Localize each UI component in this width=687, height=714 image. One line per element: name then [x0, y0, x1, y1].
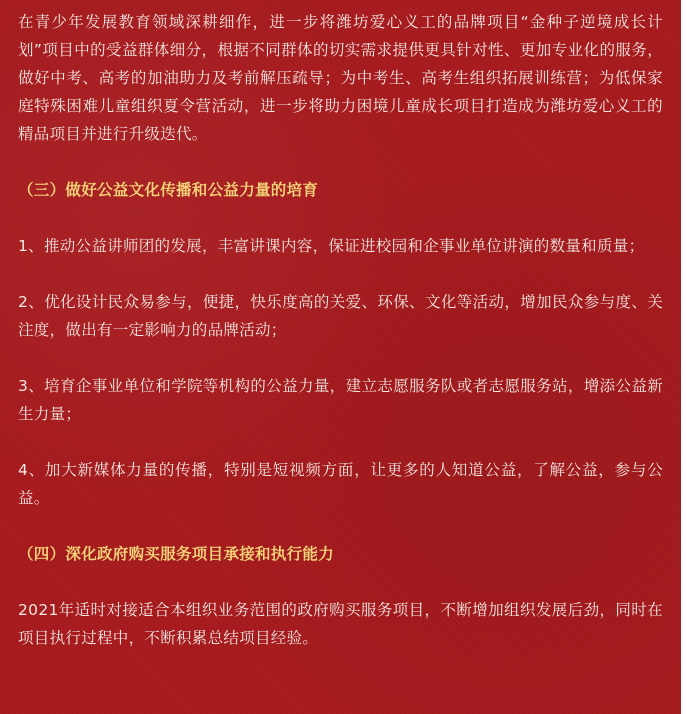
section-3-item: 3、培育企事业单位和学院等机构的公益力量，建立志愿服务队或者志愿服务站，增添公益新生力量； — [18, 377, 663, 423]
section-3-item: 1、推动公益讲师团的发展，丰富讲课内容，保证进校园和企事业单位讲演的数量和质量； — [18, 237, 645, 255]
section-4-heading: （四）深化政府购买服务项目承接和执行能力 — [18, 545, 335, 563]
section-3-heading: （三）做好公益文化传播和公益力量的培育 — [18, 181, 319, 199]
section-4-paragraph: 2021年适时对接适合本组织业务范围的政府购买服务项目，不断增加组织发展后劲，同时在项目执行过程中，不断积累总结项目经验。 — [18, 601, 663, 647]
section-3-item: 2、优化设计民众易参与，便捷，快乐度高的关爱、环保、文化等活动，增加民众参与度、关注度，做出有一定影响力的品牌活动； — [18, 293, 663, 339]
intro-paragraph: 在青少年发展教育领域深耕细作，进一步将潍坊爱心义工的品牌项目“金种子逆境成长计划”项目中的受益群体细分，根据不同群体的切实需求提供更具针对性、更加专业化的服务，做好中考、高考的加油助力及考前解压疏导；为中考生、高考生组织拓展训练营；为低保家庭特殊困难儿童组织夏令营活动，进一步将助力困境儿童成长项目打造成为潍坊爱心义工的精品项目并进行升级迭代。 — [18, 13, 663, 143]
section-3-item: 4、加大新媒体力量的传播，特别是短视频方面，让更多的人知道公益，了解公益，参与公益。 — [18, 461, 663, 507]
